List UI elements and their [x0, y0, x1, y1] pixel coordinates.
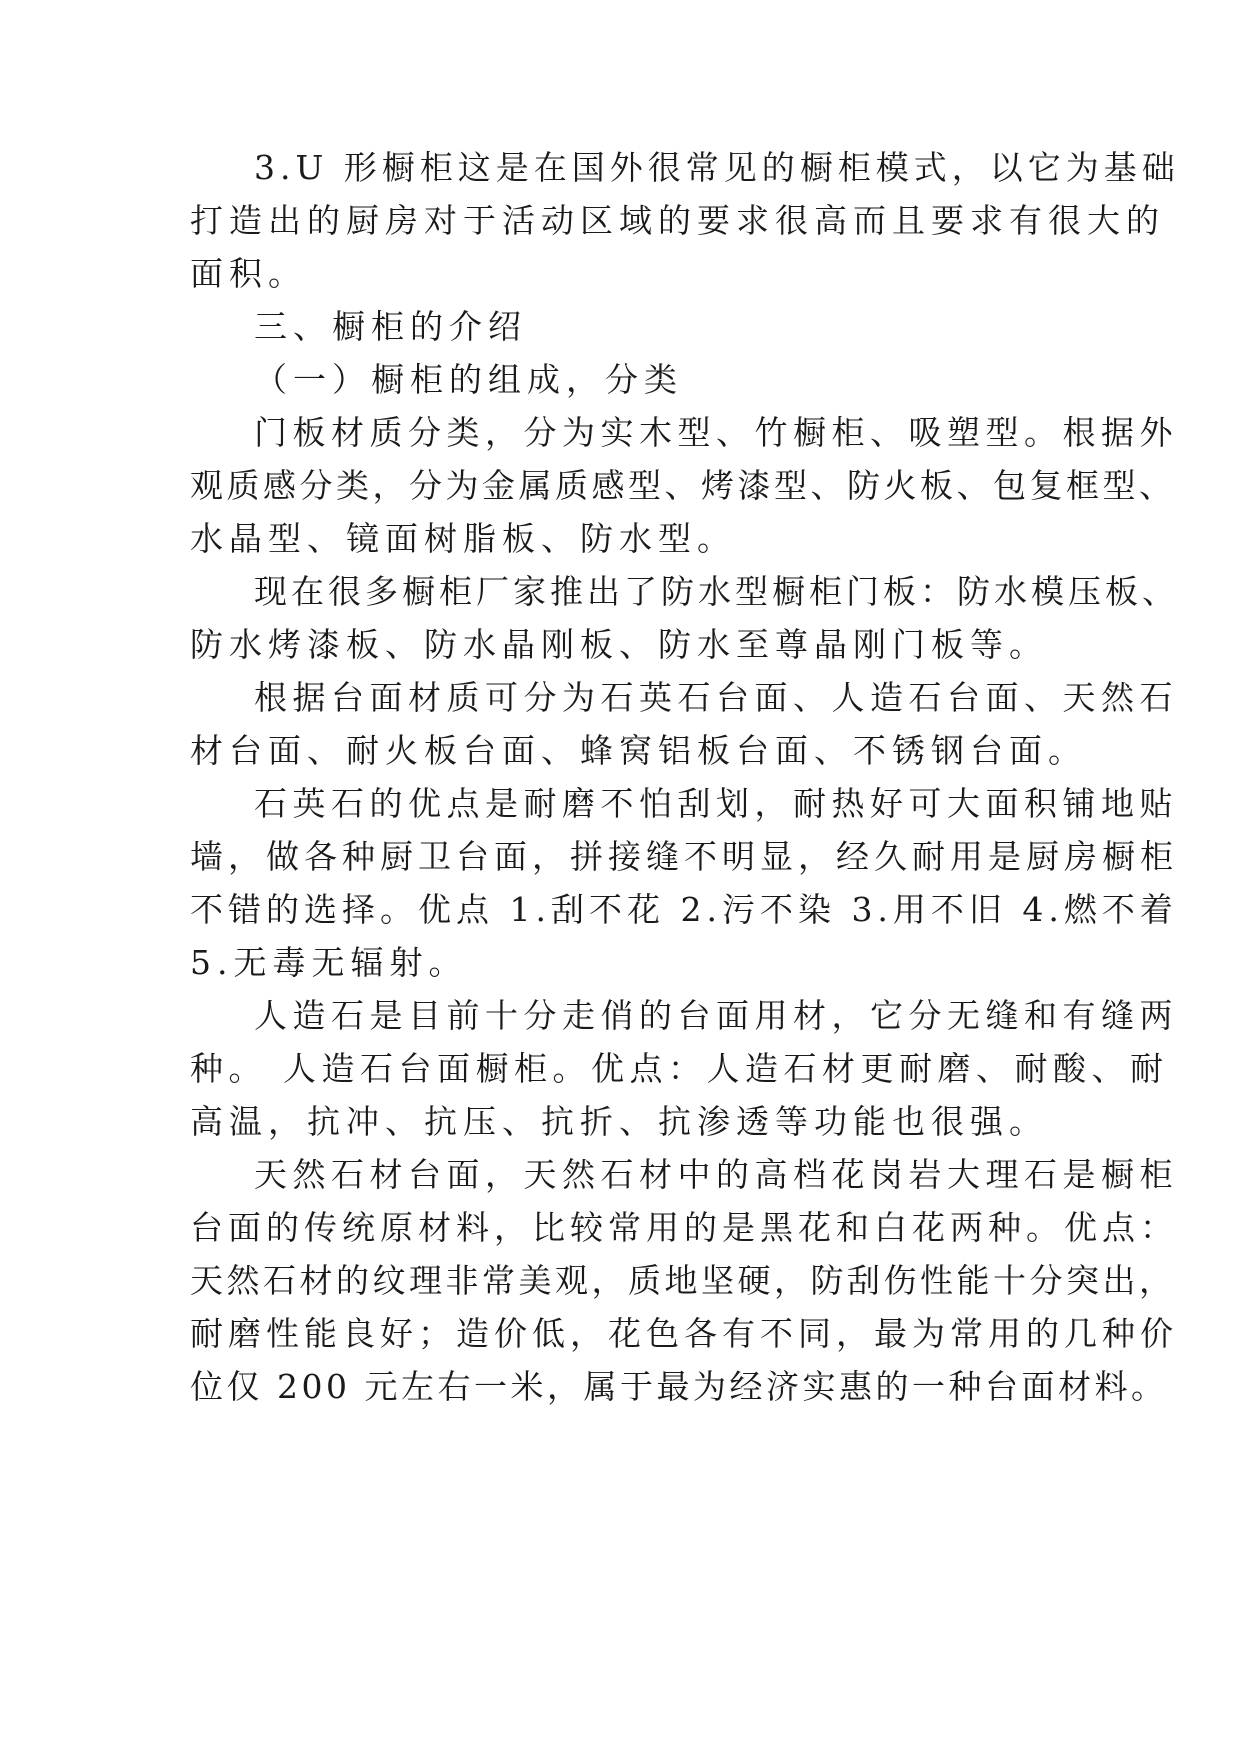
text-line: 不错的选择。优点 1.刮不花 2.污不染 3.用不旧 4.燃不着 — [190, 890, 1178, 929]
text-line: 台面的传统原材料，比较常用的是黑花和白花两种。优点： — [190, 1208, 1178, 1247]
subsection-heading: （一）橱柜的组成，分类 — [254, 360, 683, 399]
text-line: 天然石材台面，天然石材中的高档花岗岩大理石是橱柜 — [254, 1155, 1178, 1194]
text-line: 观质感分类，分为金属质感型、烤漆型、防火板、包复框型、 — [190, 466, 1176, 505]
section-heading: 三、橱柜的介绍 — [254, 307, 527, 346]
text-line: 根据台面材质可分为石英石台面、人造石台面、天然石 — [254, 678, 1178, 717]
text-line: 耐磨性能良好；造价低，花色各有不同，最为常用的几种价 — [190, 1314, 1178, 1353]
text-line: 高温，抗冲、抗压、抗折、抗渗透等功能也很强。 — [190, 1102, 1048, 1141]
text-line: 天然石材的纹理非常美观，质地坚硬，防刮伤性能十分突出， — [190, 1261, 1176, 1300]
text-line: 打造出的厨房对于活动区域的要求很高而且要求有很大的 — [190, 201, 1165, 240]
text-line: 门板材质分类，分为实木型、竹橱柜、吸塑型。根据外 — [254, 413, 1178, 452]
text-line: 种。 人造石台面橱柜。优点：人造石材更耐磨、耐酸、耐 — [190, 1049, 1169, 1088]
text-line: 3.U 形橱柜这是在国外很常见的橱柜模式，以它为基础 — [254, 148, 1180, 187]
text-line: 石英石的优点是耐磨不怕刮划，耐热好可大面积铺地贴 — [254, 784, 1178, 823]
text-line: 墙，做各种厨卫台面，拼接缝不明显，经久耐用是厨房橱柜 — [190, 837, 1178, 876]
text-line: 人造石是目前十分走俏的台面用材，它分无缝和有缝两 — [254, 996, 1178, 1035]
text-line: 材台面、耐火板台面、蜂窝铝板台面、不锈钢台面。 — [190, 731, 1087, 770]
text-line: 位仅 200 元左右一米，属于最为经济实惠的一种台面材料。 — [190, 1367, 1168, 1406]
text-line: 5.无毒无辐射。 — [190, 943, 468, 982]
text-line: 面积。 — [190, 254, 307, 293]
text-line: 防水烤漆板、防水晶刚板、防水至尊晶刚门板等。 — [190, 625, 1048, 664]
text-line: 现在很多橱柜厂家推出了防水型橱柜门板：防水模压板、 — [254, 572, 1179, 611]
text-line: 水晶型、镜面树脂板、防水型。 — [190, 519, 736, 558]
